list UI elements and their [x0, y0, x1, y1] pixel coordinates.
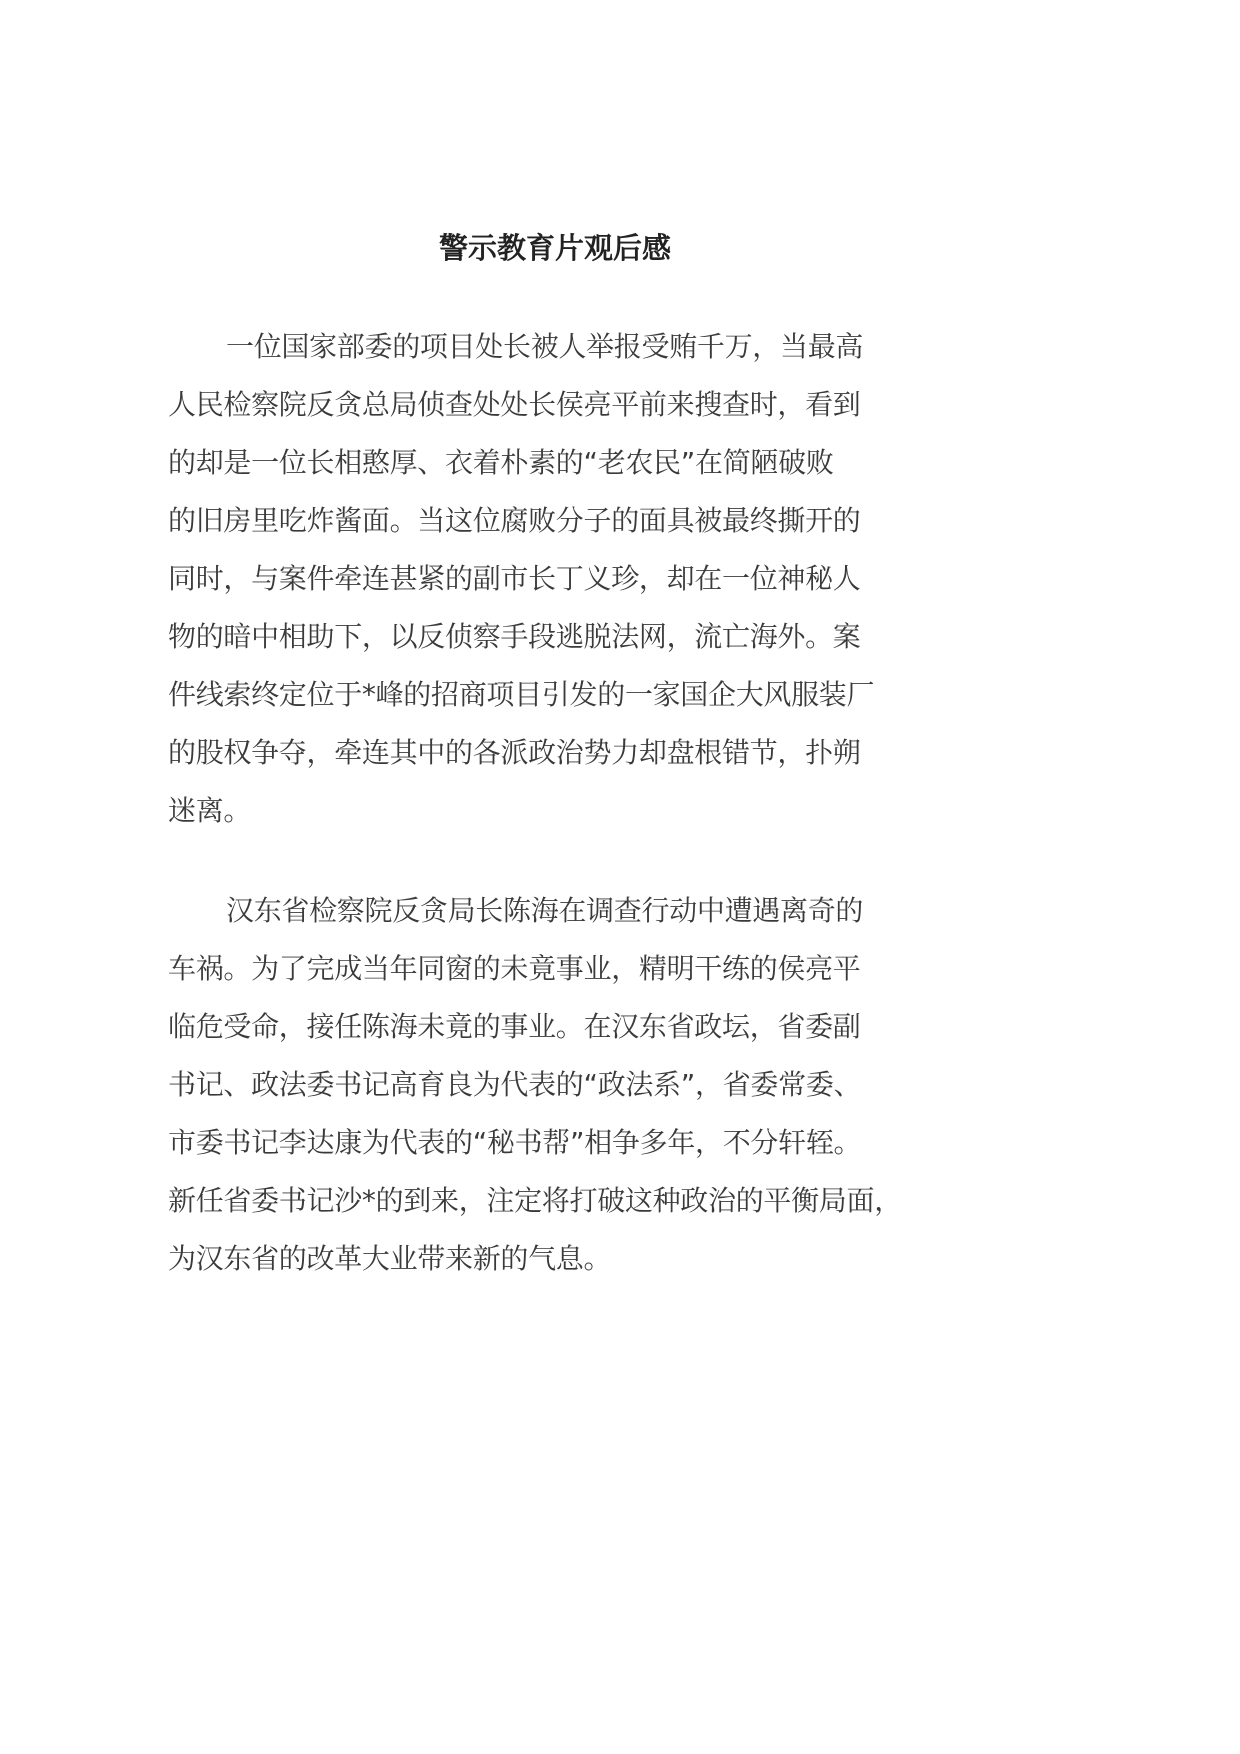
- paragraph-line: 的却是一位长相憨厚、衣着朴素的“老农民”在简陋破败: [168, 446, 834, 479]
- paragraph-line: 一位国家部委的项目处长被人举报受贿千万，当最高: [226, 330, 864, 363]
- paragraph-2: [168, 882, 968, 1288]
- paragraph-line: 市委书记李达康为代表的“秘书帮”相争多年，不分轩轾。: [168, 1126, 862, 1159]
- paragraph-line: 件线索终定位于*峰的招商项目引发的一家国企大风服装厂: [168, 678, 875, 711]
- paragraph-line: 新任省委书记沙*的到来，注定将打破这种政治的平衡局面，: [168, 1184, 902, 1217]
- paragraph-line: 车祸。为了完成当年同窗的未竟事业，精明干练的侯亮平: [168, 952, 861, 985]
- paragraph-line: 迷离。: [168, 794, 252, 827]
- document-title: 警示教育片观后感: [438, 231, 671, 265]
- paragraph-line: 书记、政法委书记高育良为代表的“政法系”，省委常委、: [168, 1068, 862, 1101]
- paragraph-line: 人民检察院反贪总局侦查处处长侯亮平前来搜查时，看到: [168, 388, 861, 421]
- paragraph-line: 物的暗中相助下，以反侦察手段逃脱法网，流亡海外。案: [168, 620, 861, 653]
- paragraph-line: 同时，与案件牵连甚紧的副市长丁义珍，却在一位神秘人: [168, 562, 861, 595]
- paragraph-line: 为汉东省的改革大业带来新的气息。: [168, 1242, 612, 1275]
- paragraph-line: 汉东省检察院反贪局长陈海在调查行动中遭遇离奇的: [226, 894, 864, 927]
- paragraph-line: 的股权争夺，牵连其中的各派政治势力却盘根错节，扑朔: [168, 736, 861, 769]
- paragraph-line: 临危受命，接任陈海未竟的事业。在汉东省政坛，省委副: [168, 1010, 861, 1043]
- paragraph-1: [168, 318, 968, 840]
- paragraph-line: 的旧房里吃炸酱面。当这位腐败分子的面具被最终撕开的: [168, 504, 861, 537]
